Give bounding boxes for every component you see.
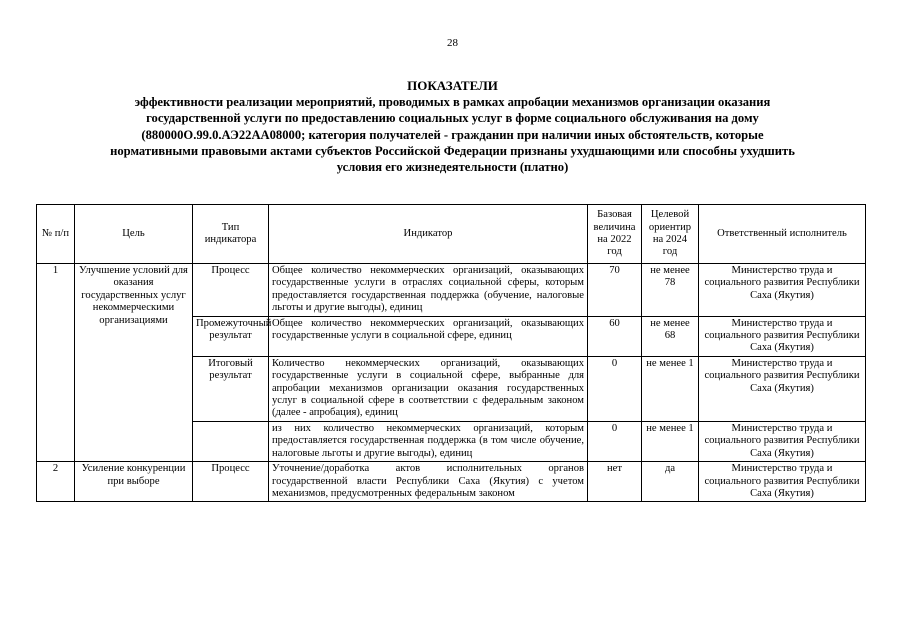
heading-line: нормативными правовыми актами субъектов Российской Федерации признаны ухудшающими или способны ухудшить (110, 143, 795, 158)
responsible-cell: Министерство труда и социального развития Республики Саха (Якутия) (699, 316, 866, 356)
header-type: Тип индикатора (193, 205, 269, 264)
indicator-type: Промежуточный результат (193, 316, 269, 356)
header-goal: Цель (75, 205, 193, 264)
header-responsible: Ответственный исполнитель (699, 205, 866, 264)
base-value: 0 (588, 421, 642, 461)
indicator-type: Итоговый результат (193, 356, 269, 421)
goal-cell: Улучшение условий для оказания государственных услуг некоммерческими организациями (75, 264, 193, 462)
target-value: не менее 1 (642, 356, 699, 421)
indicator-text: Количество некоммерческих организаций, оказывающих государственные услуги в социальной сфере, выбранные для апробации механизмов организации оказания государственных услуг в социальной сфере в соответствии с федеральным законом (далее - апробация), единиц (269, 356, 588, 421)
base-value: 70 (588, 264, 642, 317)
responsible-cell: Министерство труда и социального развития Республики Саха (Якутия) (699, 356, 866, 421)
base-value: нет (588, 462, 642, 502)
responsible-cell: Министерство труда и социального развития Республики Саха (Якутия) (699, 462, 866, 502)
heading-line: (880000О.99.0.АЭ22АА08000; категория получателей - гражданин при наличии иных обстоятельств, которые (141, 127, 764, 142)
indicator-type (193, 421, 269, 461)
header-num: № п/п (37, 205, 75, 264)
base-value: 0 (588, 356, 642, 421)
target-value: да (642, 462, 699, 502)
indicator-type: Процесс (193, 264, 269, 317)
indicators-table (36, 204, 866, 502)
heading-title: ПОКАЗАТЕЛИ (407, 78, 498, 93)
table-row (37, 264, 866, 317)
responsible-cell: Министерство труда и социального развития Республики Саха (Якутия) (699, 264, 866, 317)
indicator-text: Уточнение/доработка актов исполнительных органов государственной власти Республики Саха (Якутия) с учетом механизмов, предусмотренных федеральным законом (269, 462, 588, 502)
heading-line: эффективности реализации мероприятий, проводимых в рамках апробации механизмов организации оказания (134, 95, 771, 110)
header-indicator: Индикатор (269, 205, 588, 264)
row-number: 2 (37, 462, 75, 502)
target-value: не менее 68 (642, 316, 699, 356)
indicator-text: Общее количество некоммерческих организаций, оказывающих государственные услуги в отраслях социальной сферы, которым предоставляется государственная поддержка (обучение, налоговые льготы и другие выгоды), единиц (269, 264, 588, 317)
document-heading (30, 78, 875, 175)
base-value: 60 (588, 316, 642, 356)
indicator-type: Процесс (193, 462, 269, 502)
table-header-row (37, 205, 866, 264)
header-base: Базовая величина на 2022 год (588, 205, 642, 264)
target-value: не менее 78 (642, 264, 699, 317)
indicator-text: Общее количество некоммерческих организаций, оказывающих государственные услуги в социальной сфере, единиц (269, 316, 588, 356)
page-number: 28 (447, 37, 458, 49)
target-value: не менее 1 (642, 421, 699, 461)
heading-line: государственной услуги по предоставлению социальных услуг в форме социального обслуживания на дому (146, 111, 759, 126)
indicator-text: из них количество некоммерческих организаций, которым предоставляется государственная поддержка (в том числе обучение, налоговые льготы и другие выгоды), единиц (269, 421, 588, 461)
header-target: Целевой ориентир на 2024 год (642, 205, 699, 264)
responsible-cell: Министерство труда и социального развития Республики Саха (Якутия) (699, 421, 866, 461)
goal-cell: Усиление конкуренции при выборе (75, 462, 193, 502)
row-number: 1 (37, 264, 75, 462)
table-row (37, 462, 866, 502)
heading-line: условия его жизнедеятельности (платно) (336, 160, 569, 175)
